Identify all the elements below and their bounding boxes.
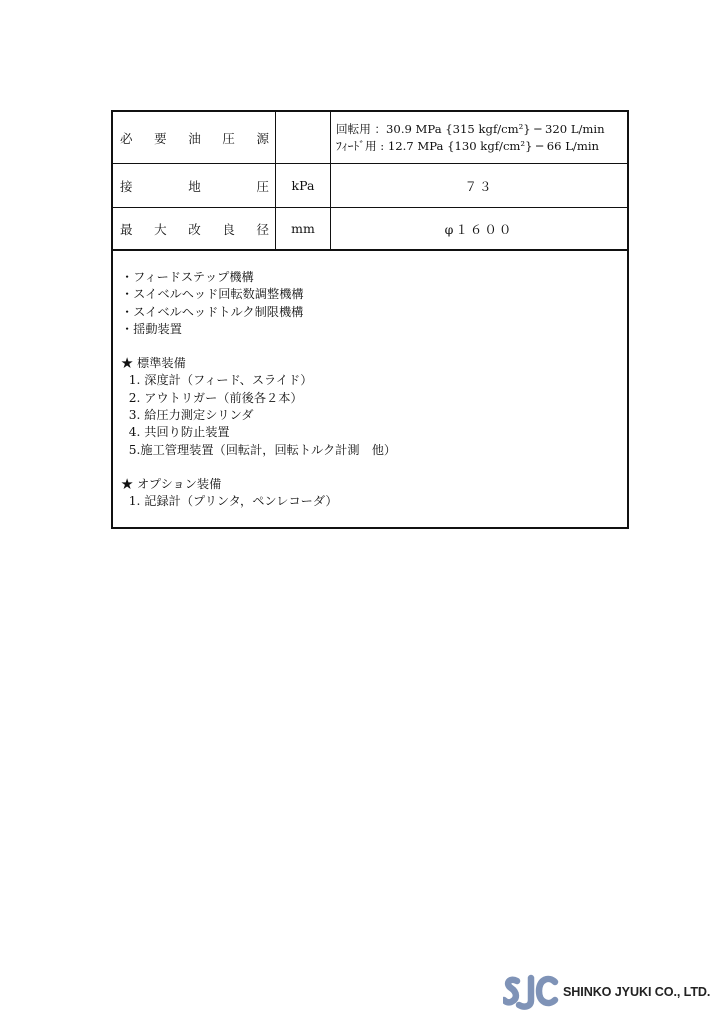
optional-equipment-heading: ★ オプション装備 — [121, 476, 222, 491]
spec-row-hydraulic-source — [113, 112, 627, 164]
sjc-logo-mark-icon — [503, 972, 559, 1012]
spec-unit-cell: kPa — [276, 164, 331, 207]
spec-label-cell — [113, 112, 276, 163]
standard-equipment-heading: ★ 標準装備 — [121, 356, 186, 371]
company-logo — [503, 972, 715, 1012]
spec-value-cell: ７３ — [464, 178, 494, 194]
spec-label-cell — [113, 208, 276, 249]
spec-label-cell — [113, 164, 276, 207]
spec-value-rotation: 回転用 ：30.9 MPa {315 kgf/cm²} ─ 320 L/min — [336, 121, 605, 136]
feature-line: 1. 深度計（フィード、スライド） — [121, 373, 313, 388]
spec-table — [111, 110, 629, 529]
spec-label: 接地圧 — [120, 178, 269, 194]
feature-line: ・フィードステップ機構 — [121, 270, 254, 284]
spec-value-feed: ﾌｨｰﾄﾞ用 : 12.7 MPa {130 kgf/cm²} ─ 66 L/min — [336, 138, 600, 153]
spec-value-cell — [331, 112, 627, 163]
feature-line: 1. 記録計（プリンタ，ペンレコーダ） — [121, 494, 338, 509]
feature-line: 3. 給圧力測定シリンダ — [121, 408, 254, 423]
features-list — [113, 251, 627, 527]
feature-line: ・スイベルヘッド回転数調整機構 — [121, 287, 304, 302]
feature-line: ・揺動装置 — [121, 321, 182, 336]
spec-row-ground-pressure — [113, 164, 627, 208]
company-name: SHINKO JYUKI CO., LTD. — [563, 985, 711, 999]
spec-unit-cell: mm — [276, 208, 331, 249]
feature-line: 5.施工管理装置（回転計，回転トルク計測 他） — [121, 442, 397, 457]
spacer — [121, 338, 627, 355]
feature-line: 2. アウトリガー（前後各２本） — [121, 390, 303, 405]
spec-label: 最大改良径 — [120, 221, 269, 237]
spacer — [121, 459, 627, 476]
spec-value-cell: φ１６００ — [444, 221, 514, 237]
feature-line: ・スイベルヘッドトルク制限機構 — [121, 304, 304, 319]
spec-row-max-diameter — [113, 208, 627, 251]
spec-label: 必要油圧源 — [120, 130, 269, 146]
feature-line: 4. 共回り防止装置 — [121, 425, 230, 440]
spec-unit-cell — [276, 112, 331, 163]
